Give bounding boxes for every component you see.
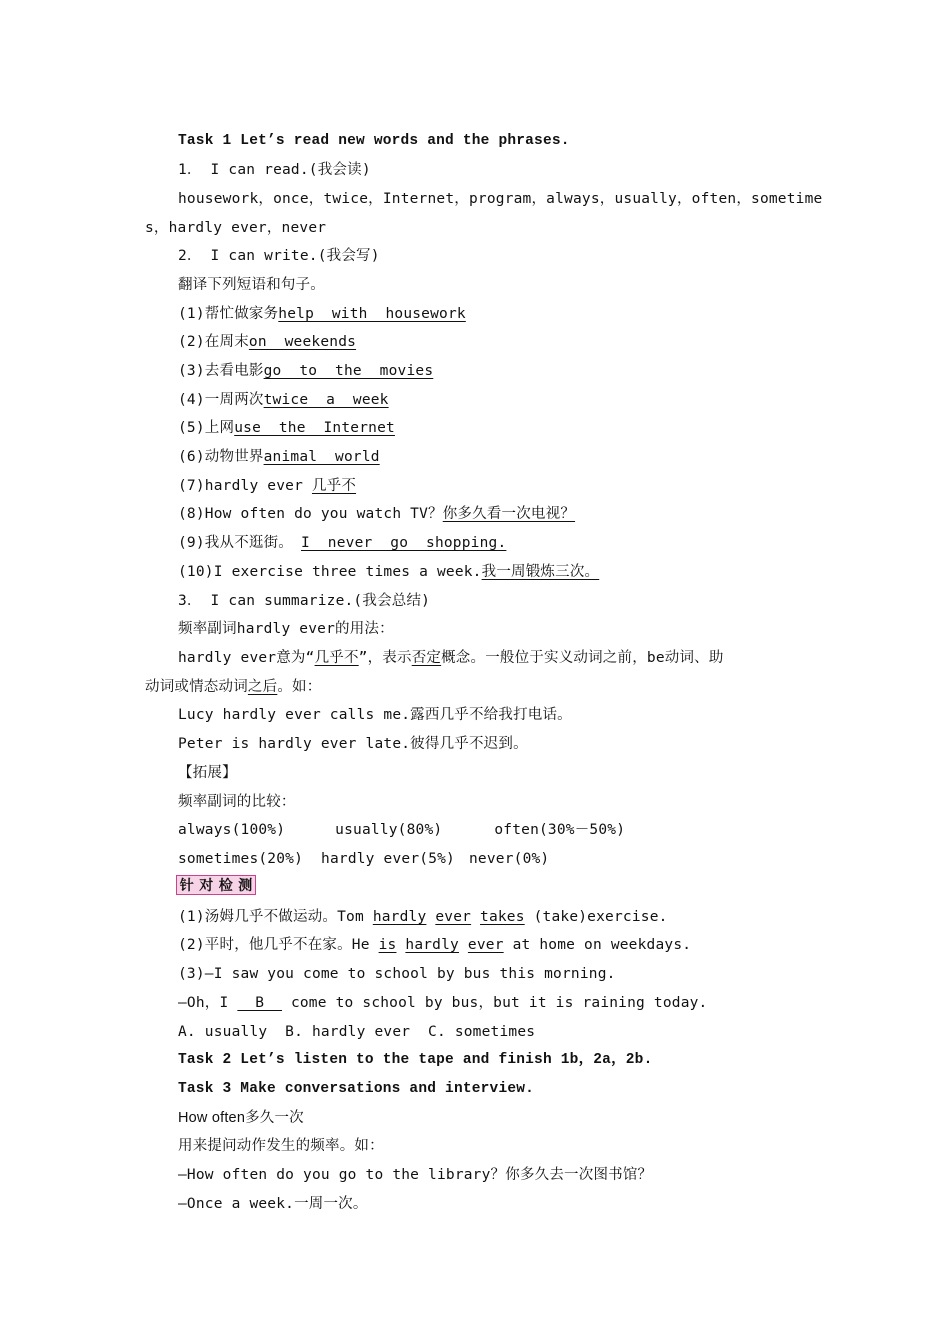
usage-text: 动词或情态动词	[145, 679, 248, 695]
item-answer: go to the movies	[263, 363, 434, 379]
example-2: Peter is hardly ever late.彼得几乎不迟到。	[178, 736, 528, 752]
translate-item-4	[178, 390, 389, 410]
extend-heading: 【拓展】	[178, 765, 237, 781]
compare-title: 频率副词的比较：	[178, 794, 296, 810]
item-prompt: (7)hardly ever	[178, 478, 312, 494]
item-answer: use the Internet	[234, 420, 395, 436]
item-answer: on weekends	[248, 334, 357, 350]
dialog-line-1: —How often do you go to the library？你多久去一次图书馆？	[178, 1167, 653, 1183]
answer-word: is	[378, 937, 397, 953]
usage-answer: 几乎不	[314, 650, 359, 666]
answer-word: ever	[435, 909, 472, 925]
translate-item-8	[178, 504, 575, 524]
item-prompt: (5)上网	[178, 420, 235, 436]
words-line-1: housework，once，twice，Internet，program，always，usually，often，sometime	[178, 191, 823, 207]
answer-word: takes	[480, 909, 525, 925]
translate-item-7	[178, 476, 356, 496]
item-answer: animal world	[263, 449, 380, 465]
question-text: come to school by bus，but it is raining today.	[282, 995, 708, 1011]
translate-item-9	[178, 533, 506, 553]
item-prompt: (6)动物世界	[178, 449, 264, 465]
example-1: Lucy hardly ever calls me.露西几乎不给我打电话。	[178, 707, 572, 723]
how-often-heading: How often多久一次	[178, 1110, 304, 1126]
freq-item: sometimes(20%)	[178, 851, 304, 867]
item-answer: 几乎不	[311, 478, 357, 494]
translate-item-3	[178, 361, 433, 381]
task3-title: Task 3 Make conversations and interview.	[178, 1081, 535, 1097]
question-text: (take)exercise.	[524, 909, 668, 925]
check-question-3-options: A. usually B. hardly ever C. sometimes	[178, 1024, 536, 1040]
question-text: (2)平时，他几乎不在家。He	[178, 937, 379, 953]
usage-line-2	[145, 677, 321, 697]
item-prompt: (10)I exercise three times a week.	[178, 564, 482, 580]
check-badge	[176, 875, 256, 895]
usage-title: 频率副词hardly ever的用法：	[178, 621, 394, 637]
how-often-desc: 用来提问动作发生的频率。如：	[178, 1138, 384, 1154]
item-prompt: (3)去看电影	[178, 363, 264, 379]
check-question-3-reply	[178, 993, 707, 1013]
dialog-line-2: —Once a week.一周一次。	[178, 1196, 368, 1212]
item-prompt: (1)帮忙做家务	[178, 306, 279, 322]
translate-item-1	[178, 304, 466, 324]
read-heading: 1． I can read.(我会读)	[178, 162, 371, 178]
answer-word: hardly	[405, 937, 459, 953]
freq-item: hardly ever(5%)	[321, 851, 455, 867]
words-line-2: s，hardly ever，never	[145, 220, 327, 236]
freq-item: usually(80%)	[335, 822, 443, 838]
question-text: (1)汤姆几乎不做运动。Tom	[178, 909, 373, 925]
item-answer: 我一周锻炼三次。	[481, 564, 600, 580]
usage-text: 概念。一般位于实义动词之前，be动词、助	[441, 650, 724, 666]
freq-item: often(30%－50%)	[494, 822, 626, 838]
item-answer: I never go shopping.	[301, 535, 507, 551]
usage-text: 。如：	[277, 679, 322, 695]
badge-char: 测	[238, 878, 253, 894]
task2-title: Task 2 Let’s listen to the tape and finish 1b，2a，2b.	[178, 1052, 653, 1068]
answer-blank: B	[237, 995, 283, 1011]
check-question-1	[178, 907, 668, 927]
freq-row-1	[178, 820, 625, 840]
badge-char: 针	[179, 878, 194, 894]
item-answer: 你多久看一次电视？	[442, 506, 576, 522]
item-prompt: (9)我从不逛街。	[178, 535, 293, 551]
usage-text: hardly ever意为“	[178, 650, 315, 666]
summarize-heading: 3． I can summarize.(我会总结)	[178, 593, 431, 609]
check-question-2	[178, 935, 691, 955]
task1-title: Task 1 Let’s read new words and the phrases.	[178, 133, 570, 149]
freq-item: always(100%)	[178, 822, 286, 838]
answer-word: hardly	[372, 909, 427, 925]
item-prompt: (2)在周末	[178, 334, 249, 350]
item-prompt: (4)一周两次	[178, 392, 264, 408]
translate-item-5	[178, 418, 395, 438]
item-answer: twice a week	[263, 392, 389, 408]
freq-item: never(0%)	[468, 851, 550, 867]
write-heading: 2． I can write.(我会写)	[178, 248, 380, 264]
badge-char: 检	[218, 878, 233, 894]
usage-text: ”，表示	[358, 650, 412, 666]
usage-answer: 之后	[247, 679, 278, 695]
translate-item-6	[178, 447, 380, 467]
check-question-3: (3)—I saw you come to school by bus this morning.	[178, 966, 616, 982]
translate-item-2	[178, 332, 356, 352]
usage-line-1	[178, 648, 724, 668]
translate-item-10	[178, 562, 599, 582]
item-prompt: (8)How often do you watch TV？	[178, 506, 443, 522]
item-answer: help with housework	[278, 306, 466, 322]
question-text: at home on weekdays.	[503, 937, 692, 953]
freq-row-2	[178, 849, 549, 869]
question-text: —Oh，I	[178, 995, 238, 1011]
answer-word: ever	[467, 937, 504, 953]
usage-answer: 否定	[411, 650, 442, 666]
translate-instruction: 翻译下列短语和句子。	[178, 277, 325, 293]
badge-char: 对	[199, 878, 214, 894]
